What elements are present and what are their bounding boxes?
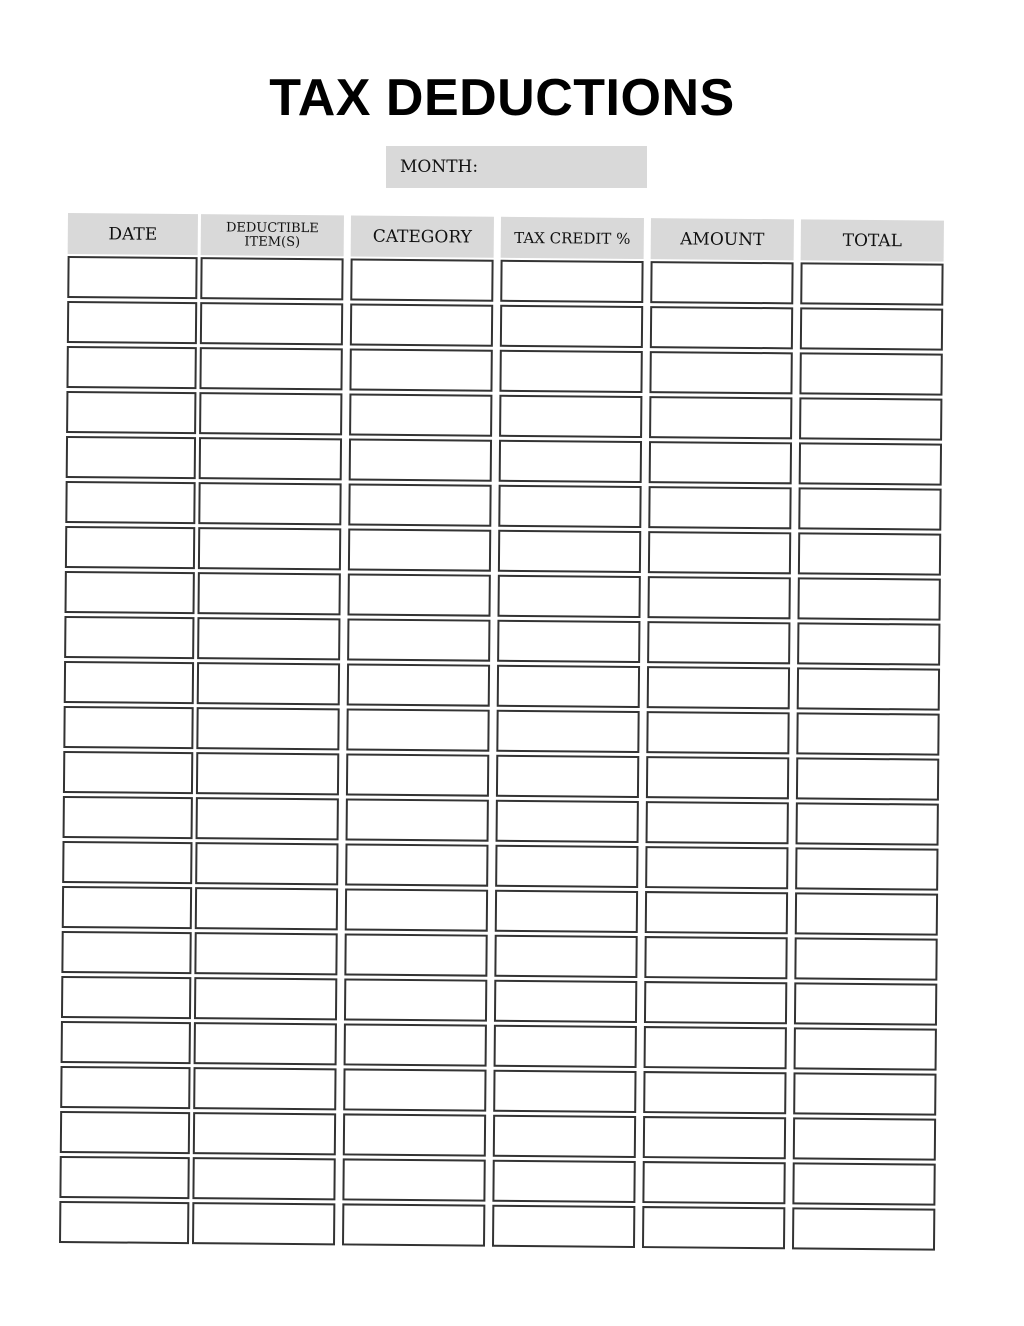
total-cell[interactable]	[796, 712, 939, 755]
deductible-item-cell[interactable]	[200, 257, 343, 300]
date-cell[interactable]	[60, 1066, 190, 1109]
deductible-item-cell[interactable]	[195, 842, 338, 885]
amount-cell[interactable]	[645, 846, 788, 889]
tax-credit-cell[interactable]	[498, 485, 641, 528]
amount-cell[interactable]	[649, 351, 792, 394]
deductible-item-cell[interactable]	[194, 977, 337, 1020]
deductible-item-cell[interactable]	[197, 662, 340, 705]
category-cell[interactable]	[347, 618, 490, 661]
table-row	[64, 661, 944, 711]
amount-cell[interactable]	[649, 441, 792, 484]
amount-cell[interactable]	[646, 711, 789, 754]
total-cell[interactable]	[799, 397, 942, 440]
total-cell[interactable]	[795, 847, 938, 890]
amount-cell[interactable]	[642, 1206, 785, 1249]
amount-cell[interactable]	[643, 1071, 786, 1114]
column-header-total: TOTAL	[801, 219, 944, 261]
date-cell[interactable]	[60, 1111, 190, 1154]
tax-credit-cell[interactable]	[497, 575, 640, 618]
amount-cell[interactable]	[646, 756, 789, 799]
deductible-item-cell[interactable]	[196, 707, 339, 750]
date-cell[interactable]	[62, 886, 192, 929]
date-cell[interactable]	[63, 796, 193, 839]
category-cell[interactable]	[343, 1068, 486, 1111]
table-row	[67, 256, 947, 306]
tax-credit-cell[interactable]	[494, 1025, 637, 1068]
amount-cell[interactable]	[643, 1116, 786, 1159]
date-cell[interactable]	[65, 481, 195, 524]
tax-credit-cell[interactable]	[500, 260, 643, 303]
date-cell[interactable]	[65, 526, 195, 569]
category-cell[interactable]	[346, 753, 489, 796]
page-title: TAX DEDUCTIONS	[269, 69, 735, 127]
category-cell[interactable]	[349, 393, 492, 436]
table-row	[60, 1111, 940, 1161]
total-cell[interactable]	[798, 487, 941, 530]
tax-credit-cell[interactable]	[493, 1070, 636, 1113]
table-row	[62, 886, 942, 936]
table-row	[59, 1156, 939, 1206]
date-cell[interactable]	[59, 1201, 189, 1244]
deductible-item-cell[interactable]	[198, 527, 341, 570]
amount-cell[interactable]	[644, 1026, 787, 1069]
table-row	[64, 616, 944, 666]
tax-credit-cell[interactable]	[496, 800, 639, 843]
deductible-item-cell[interactable]	[192, 1157, 335, 1200]
amount-cell[interactable]	[650, 306, 793, 349]
tax-credit-cell[interactable]	[494, 980, 637, 1023]
tax-credit-cell[interactable]	[496, 710, 639, 753]
tax-credit-cell[interactable]	[492, 1205, 635, 1248]
category-cell[interactable]	[348, 483, 491, 526]
category-cell[interactable]	[345, 843, 488, 886]
deductible-item-cell[interactable]	[193, 1112, 336, 1155]
deductions-table	[59, 213, 948, 1254]
table-row	[59, 1201, 939, 1251]
deductible-item-cell[interactable]	[195, 887, 338, 930]
category-cell[interactable]	[349, 438, 492, 481]
date-cell[interactable]	[67, 301, 197, 344]
column-header-amount: AMOUNT	[651, 218, 794, 260]
date-cell[interactable]	[67, 256, 197, 299]
tax-credit-cell[interactable]	[500, 305, 643, 348]
table-row	[62, 841, 942, 891]
date-cell[interactable]	[64, 616, 194, 659]
date-cell[interactable]	[63, 751, 193, 794]
category-cell[interactable]	[346, 798, 489, 841]
category-cell[interactable]	[342, 1203, 485, 1246]
table-row	[61, 976, 941, 1026]
deductible-item-cell[interactable]	[198, 482, 341, 525]
table-row	[63, 751, 943, 801]
category-cell[interactable]	[344, 933, 487, 976]
deductible-item-cell[interactable]	[194, 932, 337, 975]
total-cell[interactable]	[797, 577, 940, 620]
tax-credit-cell[interactable]	[497, 620, 640, 663]
amount-cell[interactable]	[645, 891, 788, 934]
column-header-deductible-items: DEDUCTIBLE ITEM(S)	[201, 214, 344, 256]
category-cell[interactable]	[349, 348, 492, 391]
date-cell[interactable]	[59, 1156, 189, 1199]
category-cell[interactable]	[350, 258, 493, 301]
deductible-item-cell[interactable]	[196, 797, 339, 840]
total-cell[interactable]	[799, 442, 942, 485]
category-cell[interactable]	[347, 573, 490, 616]
total-cell[interactable]	[793, 1117, 936, 1160]
date-cell[interactable]	[61, 976, 191, 1019]
table-row	[63, 706, 943, 756]
deductible-item-cell[interactable]	[199, 347, 342, 390]
total-cell[interactable]	[792, 1207, 935, 1250]
deductible-item-cell[interactable]	[199, 392, 342, 435]
date-cell[interactable]	[61, 1021, 191, 1064]
deductible-item-cell[interactable]	[198, 572, 341, 615]
deductible-item-cell[interactable]	[193, 1067, 336, 1110]
total-cell[interactable]	[794, 982, 937, 1025]
column-header-date: DATE	[68, 213, 198, 255]
amount-cell[interactable]	[650, 261, 793, 304]
amount-cell[interactable]	[642, 1161, 785, 1204]
tax-credit-cell[interactable]	[496, 755, 639, 798]
table-row	[61, 931, 941, 981]
column-header-category: CATEGORY	[351, 215, 494, 257]
deductible-item-cell[interactable]	[196, 752, 339, 795]
table-row	[67, 301, 947, 351]
table-row	[63, 796, 943, 846]
total-cell[interactable]	[796, 757, 939, 800]
total-cell[interactable]	[798, 532, 941, 575]
table-row	[66, 391, 946, 441]
tax-credit-cell[interactable]	[499, 440, 642, 483]
tax-credit-cell[interactable]	[498, 530, 641, 573]
month-label: MONTH:	[400, 157, 479, 177]
table-row	[65, 481, 945, 531]
category-cell[interactable]	[347, 663, 490, 706]
tax-credit-cell[interactable]	[499, 395, 642, 438]
amount-cell[interactable]	[647, 666, 790, 709]
table-row	[65, 526, 945, 576]
tax-credit-cell[interactable]	[494, 935, 637, 978]
date-cell[interactable]	[66, 436, 196, 479]
amount-cell[interactable]	[648, 486, 791, 529]
category-cell[interactable]	[344, 978, 487, 1021]
tax-credit-cell[interactable]	[493, 1115, 636, 1158]
date-cell[interactable]	[62, 841, 192, 884]
category-cell[interactable]	[343, 1113, 486, 1156]
deductible-item-cell[interactable]	[192, 1202, 335, 1245]
tax-credit-cell[interactable]	[492, 1160, 635, 1203]
tax-credit-cell[interactable]	[499, 350, 642, 393]
date-cell[interactable]	[61, 931, 191, 974]
amount-cell[interactable]	[644, 936, 787, 979]
category-cell[interactable]	[344, 1023, 487, 1066]
date-cell[interactable]	[63, 706, 193, 749]
category-cell[interactable]	[345, 888, 488, 931]
amount-cell[interactable]	[646, 801, 789, 844]
table-row	[66, 436, 946, 486]
category-cell[interactable]	[350, 303, 493, 346]
date-cell[interactable]	[65, 571, 195, 614]
category-cell[interactable]	[342, 1158, 485, 1201]
table-row	[60, 1066, 940, 1116]
total-cell[interactable]	[800, 307, 943, 350]
amount-cell[interactable]	[647, 576, 790, 619]
date-cell[interactable]	[66, 346, 196, 389]
total-cell[interactable]	[792, 1162, 935, 1205]
table-row	[65, 571, 945, 621]
total-cell[interactable]	[795, 892, 938, 935]
amount-cell[interactable]	[649, 396, 792, 439]
total-cell[interactable]	[797, 667, 940, 710]
deductible-item-cell[interactable]	[194, 1022, 337, 1065]
tax-credit-cell[interactable]	[495, 845, 638, 888]
date-cell[interactable]	[64, 661, 194, 704]
total-cell[interactable]	[796, 802, 939, 845]
column-header-tax-credit: TAX CREDIT %	[501, 217, 644, 259]
deductible-item-cell[interactable]	[197, 617, 340, 660]
month-field[interactable]	[386, 146, 647, 188]
total-cell[interactable]	[799, 352, 942, 395]
amount-cell[interactable]	[648, 531, 791, 574]
total-cell[interactable]	[797, 622, 940, 665]
tax-credit-cell[interactable]	[497, 665, 640, 708]
amount-cell[interactable]	[644, 981, 787, 1024]
deductible-item-cell[interactable]	[200, 302, 343, 345]
total-cell[interactable]	[794, 937, 937, 980]
total-cell[interactable]	[794, 1027, 937, 1070]
deductible-item-cell[interactable]	[199, 437, 342, 480]
category-cell[interactable]	[346, 708, 489, 751]
amount-cell[interactable]	[647, 621, 790, 664]
table-header	[68, 213, 948, 262]
total-cell[interactable]	[800, 262, 943, 305]
table-row	[66, 346, 946, 396]
category-cell[interactable]	[348, 528, 491, 571]
date-cell[interactable]	[66, 391, 196, 434]
total-cell[interactable]	[793, 1072, 936, 1115]
table-row	[61, 1021, 941, 1071]
tax-credit-cell[interactable]	[495, 890, 638, 933]
